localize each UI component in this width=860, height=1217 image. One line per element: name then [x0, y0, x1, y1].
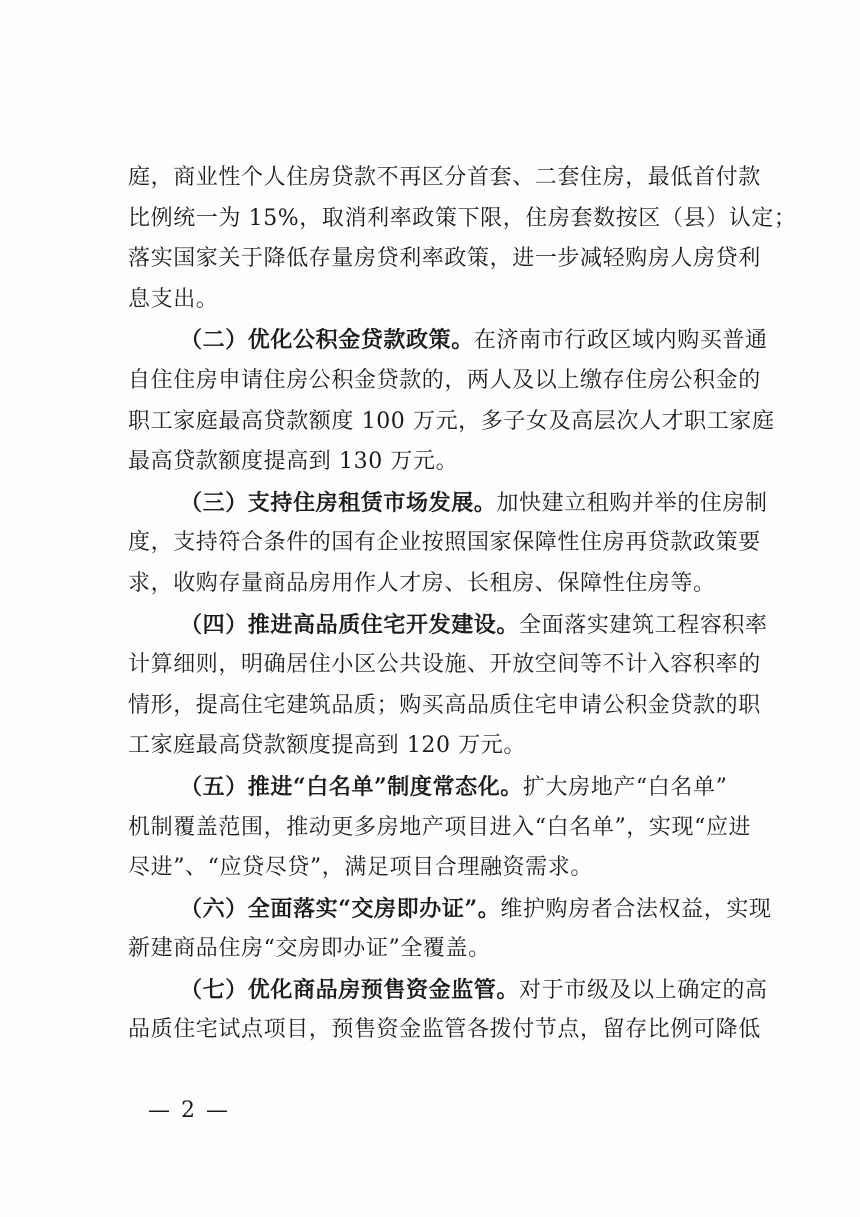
text-line: 机制覆盖范围，推动更多房地产项目进入“白名单”，实现“应进: [128, 814, 752, 840]
section-heading-4: （四）推进高品质住宅开发建设。: [180, 611, 520, 638]
page-number: — 2 —: [148, 1098, 230, 1123]
paragraph-first-line: [128, 767, 768, 808]
text-segment: 维护购房者合法权益，实现: [500, 896, 772, 922]
text-line: 最高贷款额度提高到 130 万元。: [128, 449, 459, 475]
text-line: 品质住宅试点项目，预售资金监管各拨付节点，留存比例可降低: [128, 1017, 761, 1043]
section-heading-2: （二）优化公积金贷款政策。: [180, 327, 474, 354]
section-heading-5: （五）推进“白名单”制度常态化。: [180, 773, 523, 800]
text-line: 求，收购存量商品房用作人才房、长租房、保障性住房等。: [128, 570, 716, 596]
text-line: 自住住房申请住房公积金贷款的，两人及以上缴存住房公积金的: [128, 367, 761, 393]
text-line: 度，支持符合条件的国有企业按照国家保障性住房再贷款政策要: [128, 530, 761, 556]
document-body: [128, 158, 797, 1051]
text-line: 情形，提高住宅建筑品质；购买高品质住宅申请公积金贷款的职: [128, 692, 761, 718]
text-line: 落实国家关于降低存量房贷利率政策，进一步减轻购房人房贷利: [128, 246, 761, 272]
text-line: 工家庭最高贷款额度提高到 120 万元。: [128, 733, 526, 759]
text-line: 计算细则，明确居住小区公共设施、开放空间等不计入容积率的: [128, 652, 761, 678]
text-segment: 扩大房地产“白名单”: [522, 774, 728, 800]
text-line: 新建商品住房“交房即办证”全覆盖。: [128, 936, 491, 962]
text-segment: 加快建立租购并举的住房制: [496, 490, 768, 516]
paragraph-first-line: [128, 483, 768, 524]
text-segment: 在济南市行政区域内购买普通: [473, 328, 768, 354]
paragraph-first-line: [128, 970, 768, 1011]
section-heading-7: （七）优化商品房预售资金监管。: [180, 976, 520, 1003]
section-heading-3: （三）支持住房租赁市场发展。: [180, 489, 497, 516]
text-line: 尽进”、“应贷尽贷”，满足项目合理融资需求。: [128, 855, 593, 881]
paragraph-first-line: [128, 320, 768, 361]
text-line: 庭，商业性个人住房贷款不再区分首套、二套住房，最低首付款: [128, 165, 761, 190]
paragraph-first-line: [128, 605, 768, 646]
text-line: 比例统一为 15%，取消利率政策下限，住房套数按区（县）认定；: [128, 205, 797, 231]
text-line: 职工家庭最高贷款额度 100 万元，多子女及高层次人才职工家庭: [128, 408, 775, 434]
text-segment: 对于市级及以上确定的高: [519, 977, 768, 1003]
section-heading-6: （六）全面落实“交房即办证”。: [180, 895, 501, 922]
paragraph-first-line: [128, 889, 772, 930]
text-segment: 全面落实建筑工程容积率: [519, 612, 768, 638]
text-line: 息支出。: [128, 286, 219, 312]
